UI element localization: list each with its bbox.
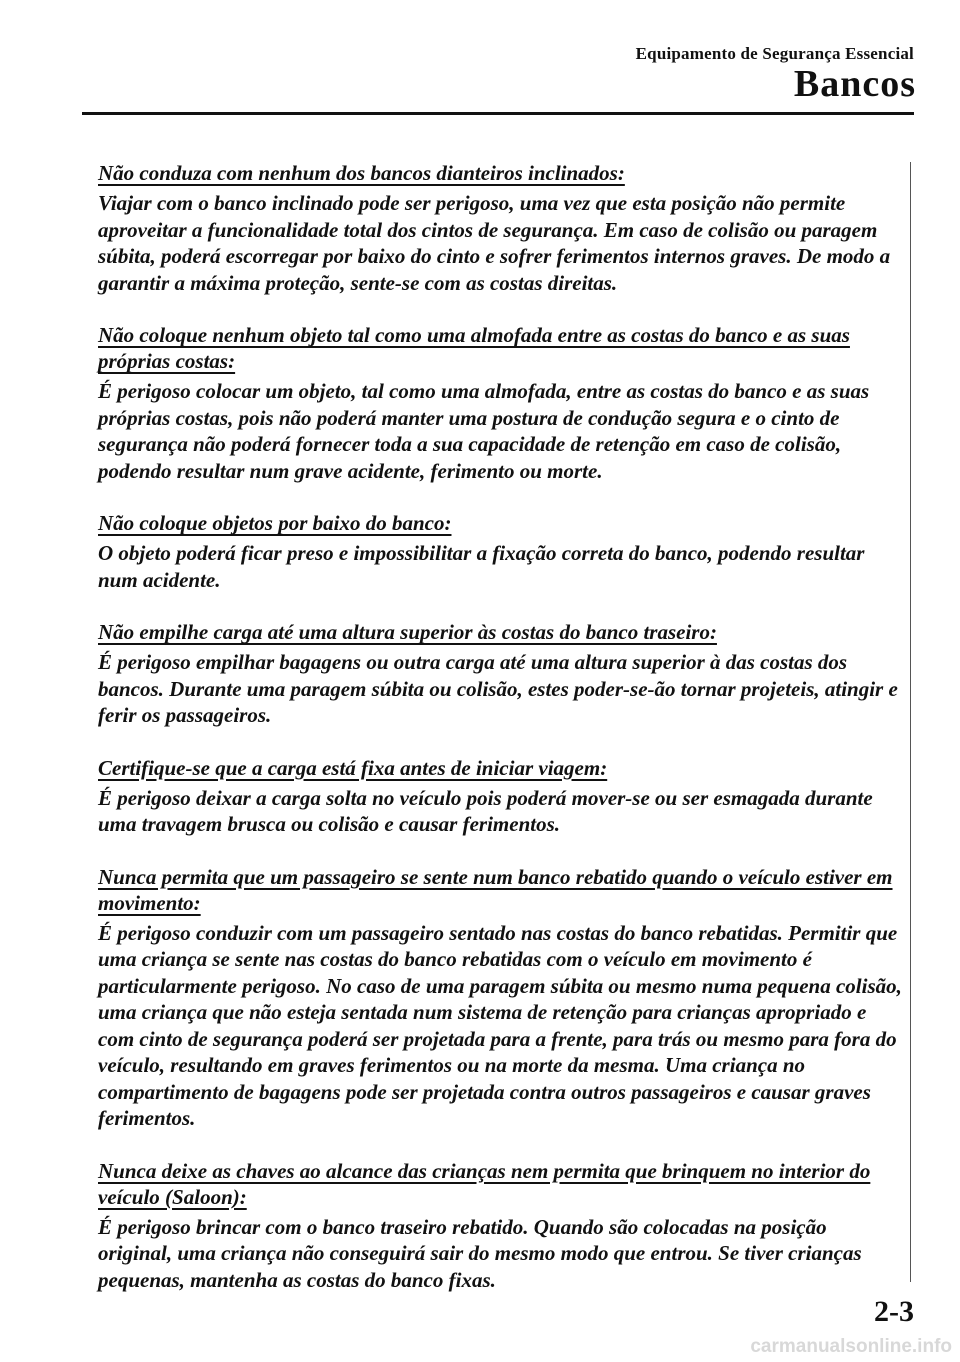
section-body: É perigoso colocar um objeto, tal como uma almofada, entre as costas do banco e as suas próprias costas, pois não poderá manter uma postura de condução segura e o cinto de segurança não poderá fornecer toda a sua capacidade de retenção em caso de colisão, podendo resultar num grave acidente, ferimento ou morte.	[98, 379, 870, 483]
section-body: Viajar com o banco inclinado pode ser perigoso, uma vez que esta posição não permite aproveitar a funcionalidade total dos cintos de segurança. Em caso de colisão ou paragem súbita, poderá escorregar por baixo do cinto e sofrer ferimentos internos graves. De modo a garantir a máxima proteção, sente-se com as costas direitas.	[98, 191, 891, 295]
warning-section	[98, 755, 904, 838]
section-heading: Nunca deixe as chaves ao alcance das crianças nem permita que brinquem no interior do veículo (Saloon):	[98, 1158, 871, 1209]
section-heading: Não coloque objetos por baixo do banco:	[98, 511, 452, 535]
watermark-text: carmanualsonline.info	[750, 1336, 952, 1357]
warning-section	[98, 510, 904, 593]
warning-content	[98, 160, 904, 1319]
content-side-rule	[910, 162, 911, 1282]
warning-section	[98, 322, 904, 484]
section-body: O objeto poderá ficar preso e impossibilitar a fixação correta do banco, podendo resultar num acidente.	[98, 541, 865, 592]
section-heading: Não conduza com nenhum dos bancos dianteiros inclinados:	[98, 161, 625, 185]
chapter-title: Equipamento de Segurança Essencial	[635, 44, 914, 63]
section-body: É perigoso deixar a carga solta no veículo pois poderá mover-se ou ser esmagada durante uma travagem brusca ou colisão e causar ferimentos.	[98, 785, 873, 836]
warning-section	[98, 619, 904, 729]
section-heading: Certifique-se que a carga está fixa antes de iniciar viagem:	[98, 755, 608, 780]
section-body: É perigoso empilhar bagagens ou outra carga até uma altura superior à das costas dos bancos. Durante uma paragem súbita ou colisão, estes poder-se-ão tornar projeteis, atingir e ferir os passageiros.	[98, 650, 898, 727]
header-divider	[82, 112, 914, 115]
warning-section	[98, 1158, 904, 1294]
warning-section	[98, 864, 904, 1132]
section-heading: Não coloque nenhum objeto tal como uma almofada entre as costas do banco e as suas próprias costas:	[98, 323, 850, 373]
page-title: Bancos	[793, 63, 916, 105]
section-body: É perigoso conduzir com um passageiro sentado nas costas do banco rebatidas. Permitir que uma criança se sente nas costas do banco rebatidas com o veículo em movimento é particularmente perigoso. No caso de uma paragem súbita ou mesmo numa pequena colisão, uma criança que não esteja sentada num sistema de retenção para crianças apropriado e com cinto de segurança poderá ser projetada para a frente, para trás ou mesmo para fora do veículo, resultando em graves ferimentos ou na morte da mesma. Uma criança no compartimento de bagagens pode ser projetada contra outros passageiros e causar graves ferimentos.	[98, 920, 902, 1130]
section-body: É perigoso brincar com o banco traseiro rebatido. Quando são colocadas na posição original, uma criança não conseguirá sair do mesmo modo que entrou. Se tiver crianças pequenas, mantenha as costas do banco fixas.	[98, 1214, 862, 1292]
page-number: 2-3	[874, 1295, 914, 1328]
warning-section	[98, 160, 904, 296]
section-heading: Não empilhe carga até uma altura superior às costas do banco traseiro:	[98, 620, 717, 644]
section-heading: Nunca permita que um passageiro se sente num banco rebatido quando o veículo estiver em movimento:	[98, 864, 893, 915]
